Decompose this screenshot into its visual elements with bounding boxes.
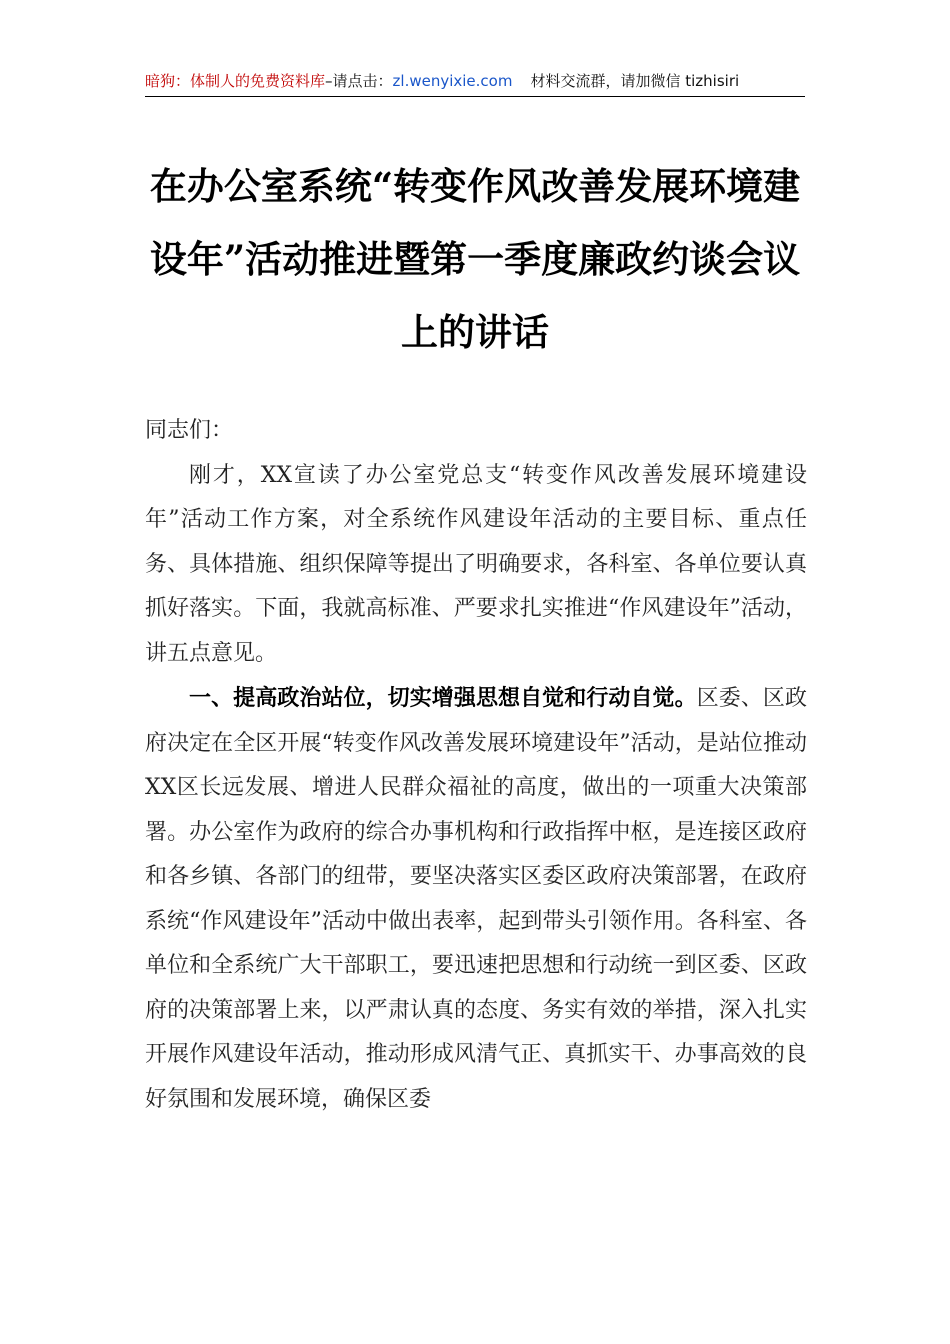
header-wechat-note: 材料交流群，请加微信 tizhisiri <box>530 72 740 90</box>
header-watermark-text: 暗狗：体制人的免费资料库 <box>145 72 326 90</box>
salutation: 同志们： <box>145 418 234 443</box>
header-url-link[interactable]: zl.wenyixie.com <box>392 72 513 90</box>
section-1-text: 区委、区政府决定在全区开展“转变作风改善发展环境建设年”活动，是站位推动XX区长远发展、增进人民群众福祉的高度，做出的一项重大决策部署。办公室作为政府的综合办事机构和行政指挥中枢，是连接区政府和各乡镇、各部门的纽带，要坚决落实区委区政府决策部署，在政府系统“作风建设年”活动中做出表率，起到带头引领作用。各科室、各单位和全系统广大干部职工，要迅速把思想和行动统一到区委、区政府的决策部署上来，以严肃认真的态度、务实有效的举措，深入扎实开展作风建设年活动，推动形成风清气正、真抓实干、办事高效的良好氛围和发展环境，确保区委 <box>145 686 807 1112</box>
section-1-heading: 一、提高政治站位，切实增强思想自觉和行动自觉。 <box>189 685 697 711</box>
document-title: 在办公室系统“转变作风改善发展环境建设年”活动推进暨第一季度廉政约谈会议上的讲话 <box>149 164 801 354</box>
paragraph-section-1 <box>145 676 807 1122</box>
header-click-prompt: –请点击： <box>325 72 393 90</box>
page-header <box>145 66 805 97</box>
paragraph-intro: 刚才，XX宣读了办公室党总支“转变作风改善发展环境建设年”活动工作方案，对全系统作风建设年活动的主要目标、重点任务、具体措施、组织保障等提出了明确要求，各科室、各单位要认真抓好落实。下面，我就高标准、严要求扎实推进“作风建设年”活动，讲五点意见。 <box>145 462 807 666</box>
document-body <box>145 409 807 1122</box>
